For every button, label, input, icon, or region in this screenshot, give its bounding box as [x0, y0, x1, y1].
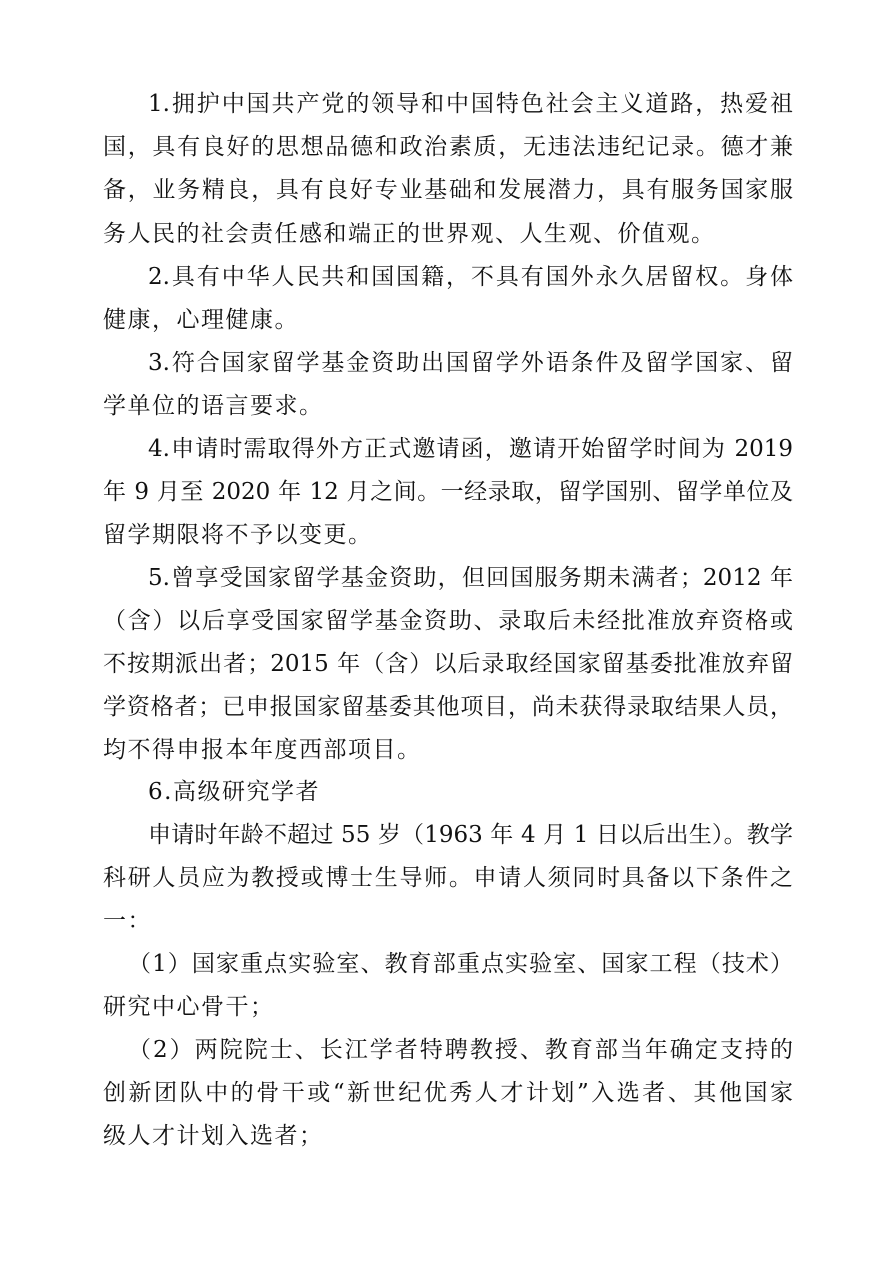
text-line: 研究中心骨干；: [103, 994, 275, 1020]
text-line: 学资格者；已申报国家留基委其他项目，尚未获得录取结果人员，: [103, 694, 793, 720]
text-line: 3.符合国家留学基金资助出国留学外语条件及留学国家、留: [148, 350, 793, 376]
text-line: 申请时年龄不超过 55 岁（1963 年 4 月 1 日以后出生）。教学: [148, 822, 793, 848]
text-line: 年 9 月至 2020 年 12 月之间。一经录取，留学国别、留学单位及: [103, 479, 793, 505]
section-heading: 6.高级研究学者: [148, 779, 320, 805]
text-line: 健康，心理健康。: [103, 307, 299, 333]
text-line: 4.申请时需取得外方正式邀请函，邀请开始留学时间为 2019: [148, 436, 793, 462]
text-line: 不按期派出者；2015 年（含）以后录取经国家留基委批准放弃留: [103, 651, 793, 677]
text-line: 均不得申报本年度西部项目。: [103, 737, 422, 763]
text-line: （1）国家重点实验室、教育部重点实验室、国家工程（技术）: [128, 951, 793, 977]
text-line: 一：: [103, 908, 152, 934]
text-line: （2）两院院士、长江学者特聘教授、教育部当年确定支持的: [128, 1037, 793, 1063]
text-line: 国，具有良好的思想品德和政治素质，无违法违纪记录。德才兼: [103, 134, 793, 160]
text-line: 留学期限将不予以变更。: [103, 522, 373, 548]
text-line: 1.拥护中国共产党的领导和中国特色社会主义道路，热爱祖: [148, 91, 793, 117]
text-line: 备，业务精良，具有良好专业基础和发展潜力，具有服务国家服: [103, 177, 793, 203]
text-line: 级人才计划入选者；: [103, 1123, 324, 1149]
text-line: 5.曾享受国家留学基金资助，但回国服务期未满者；2012 年: [148, 565, 793, 591]
text-line: 务人民的社会责任感和端正的世界观、人生观、价值观。: [103, 221, 716, 247]
text-line: 科研人员应为教授或博士生导师。申请人须同时具备以下条件之: [103, 865, 793, 891]
text-line: 2.具有中华人民共和国国籍，不具有国外永久居留权。身体: [148, 264, 793, 290]
text-line: 创新团队中的骨干或“新世纪优秀人才计划”入选者、其他国家: [103, 1080, 793, 1106]
text-line: 学单位的语言要求。: [103, 393, 324, 419]
text-line: （含）以后享受国家留学基金资助、录取后未经批准放弃资格或: [103, 608, 793, 634]
